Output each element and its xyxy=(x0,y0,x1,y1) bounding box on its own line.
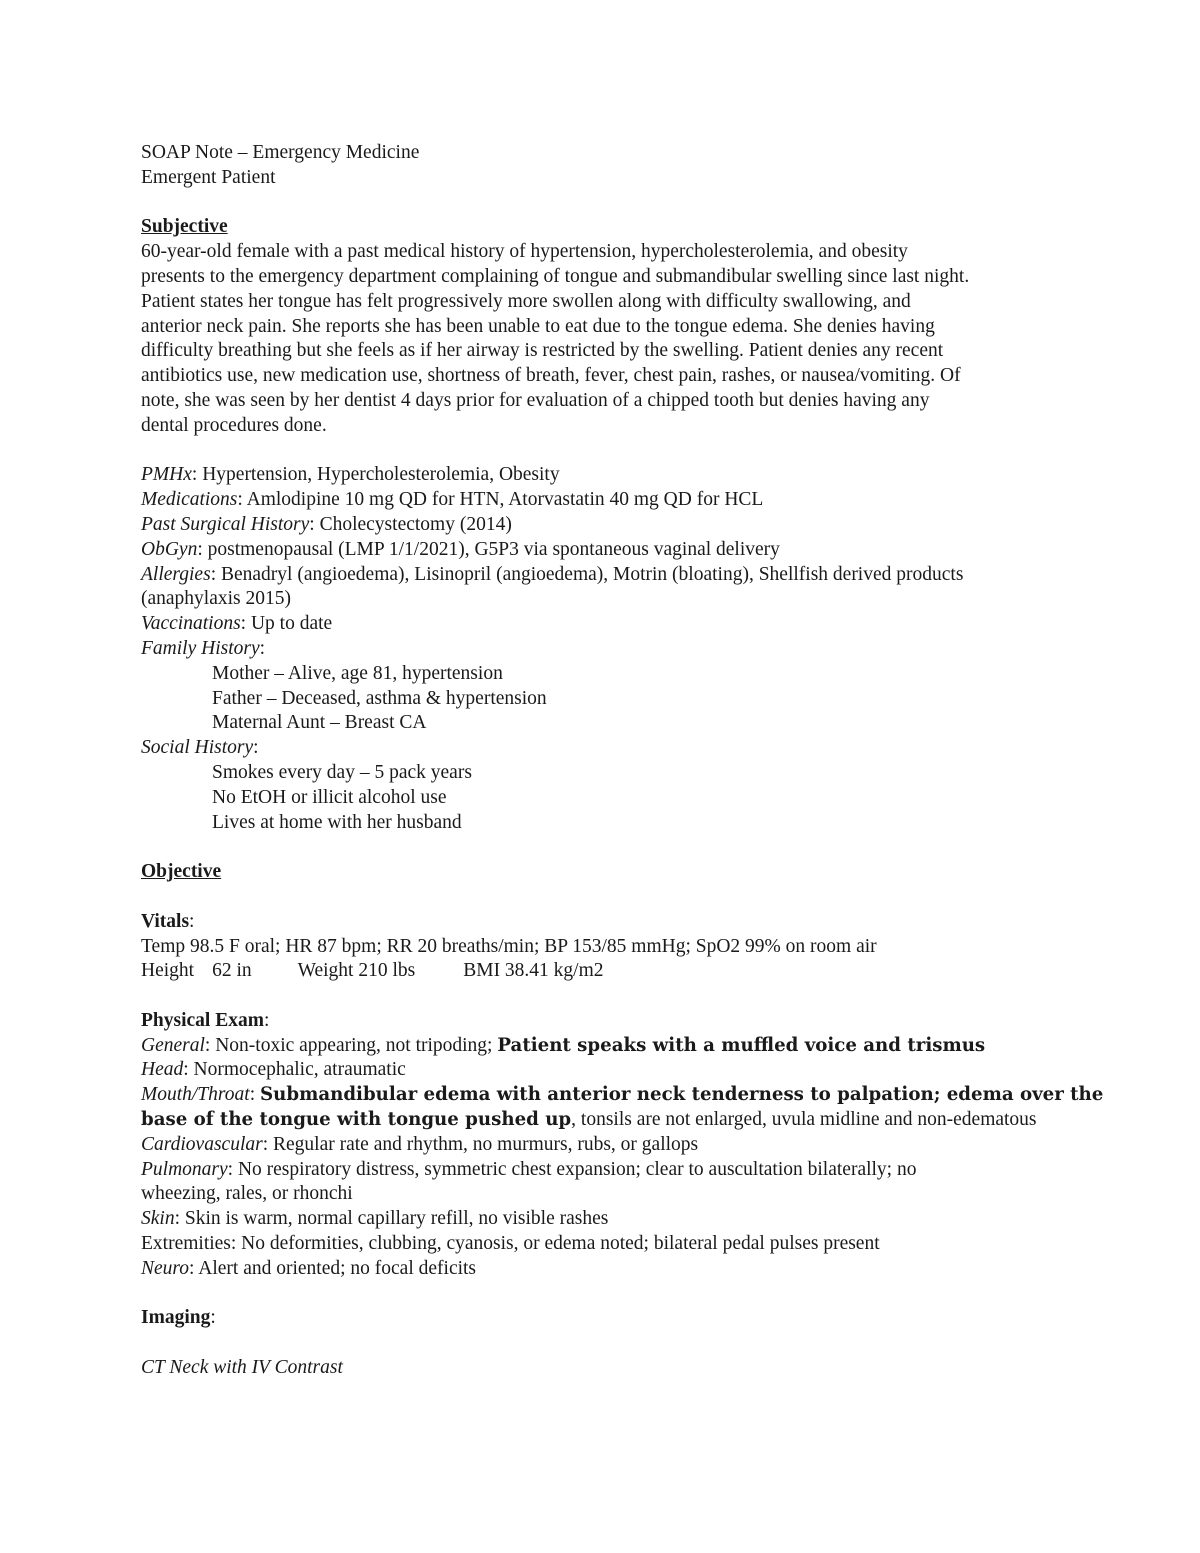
head-text: Normocephalic, atraumatic xyxy=(193,1059,406,1081)
soap-note xyxy=(141,141,1104,1381)
hpi-line: antibiotics use, new medication use, shortness of breath, fever, chest pain, rashes, or nausea/vomiting. Of xyxy=(141,365,961,387)
neuro-row: Neuro: Alert and oriented; no focal deficits xyxy=(141,1257,477,1279)
obgyn-label: ObGyn xyxy=(141,538,198,560)
general-text: Non-toxic appearing, not tripoding; xyxy=(215,1034,493,1056)
family-history-label: Family History xyxy=(141,637,260,659)
social-history-item: No EtOH or illicit alcohol use xyxy=(212,786,447,808)
allergies-continued: (anaphylaxis 2015) xyxy=(141,588,292,610)
social-history-item: Smokes every day – 5 pack years xyxy=(212,761,472,783)
vitals-heading-row: Vitals: xyxy=(141,910,195,932)
pmhx-value: Hypertension, Hypercholesterolemia, Obesity xyxy=(202,464,560,486)
mouth-throat-bold-finding-2: base of the tongue with tongue pushed up xyxy=(141,1109,572,1131)
pmhx-label: PMHx xyxy=(141,464,192,486)
hpi-line: anterior neck pain. She reports she has been unable to eat due to the tongue edema. She denies having xyxy=(141,315,935,337)
pmhx-row: PMHx: Hypertension, Hypercholesterolemia, Obesity xyxy=(141,464,560,486)
cardiovascular-label: Cardiovascular xyxy=(141,1133,263,1155)
medications-label: Medications xyxy=(141,489,238,511)
vitals-label: Vitals xyxy=(141,910,190,932)
hpi-line: note, she was seen by her dentist 4 days prior for evaluation of a chipped tooth but denies having any xyxy=(141,389,930,411)
skin-label: Skin xyxy=(141,1208,175,1230)
objective-heading: Objective xyxy=(141,861,222,883)
mouth-throat-bold-finding: Submandibular edema with anterior neck tenderness to palpation; edema over the xyxy=(260,1084,1104,1106)
allergies-value: Benadryl (angioedema), Lisinopril (angioedema), Motrin (bloating), Shellfish derived products xyxy=(220,563,964,585)
head-row: Head: Normocephalic, atraumatic xyxy=(141,1059,406,1081)
head-label: Head xyxy=(141,1059,184,1081)
general-row: General: Non-toxic appearing, not tripoding; Patient speaks with a muffled voice and trismus xyxy=(141,1034,986,1056)
mouth-throat-row: Mouth/Throat: Submandibular edema with anterior neck tenderness to palpation; edema over the xyxy=(141,1084,1104,1106)
hpi-line: presents to the emergency department complaining of tongue and submandibular swelling since last night. xyxy=(141,265,970,287)
vaccinations-value: Up to date xyxy=(250,613,333,635)
skin-text: Skin is warm, normal capillary refill, no visible rashes xyxy=(184,1208,609,1230)
neuro-text: Alert and oriented; no focal deficits xyxy=(198,1257,477,1279)
general-label: General xyxy=(141,1034,205,1056)
hpi-line: Patient states her tongue has felt progressively more swollen along with difficulty swallowing, and xyxy=(141,290,911,312)
social-history-item: Lives at home with her husband xyxy=(212,811,462,833)
vaccinations-row: Vaccinations: Up to date xyxy=(141,613,333,635)
neuro-label: Neuro xyxy=(141,1257,190,1279)
social-history-row: Social History: xyxy=(141,737,259,759)
social-history-label: Social History xyxy=(141,737,254,759)
imaging-heading-row: Imaging: xyxy=(141,1307,216,1329)
physical-exam-label: Physical Exam xyxy=(141,1009,264,1031)
family-history-row: Family History: xyxy=(141,637,266,659)
bmi-value: BMI 38.41 kg/m2 xyxy=(463,960,604,982)
note-subtitle: Emergent Patient xyxy=(141,166,276,188)
weight-value: Weight 210 lbs xyxy=(297,960,416,982)
skin-row: Skin: Skin is warm, normal capillary refill, no visible rashes xyxy=(141,1208,609,1230)
obgyn-row: ObGyn: postmenopausal (LMP 1/1/2021), G5P3 via spontaneous vaginal delivery xyxy=(141,538,780,560)
surgical-history-label: Past Surgical History xyxy=(141,513,310,535)
family-history-item: Maternal Aunt – Breast CA xyxy=(212,712,427,734)
family-history-item: Father – Deceased, asthma & hypertension xyxy=(212,687,547,709)
pulmonary-row: Pulmonary: No respiratory distress, symmetric chest expansion; clear to auscultation bilaterally; no xyxy=(141,1158,917,1180)
hpi-line: 60-year-old female with a past medical history of hypertension, hypercholesterolemia, and obesity xyxy=(141,241,908,263)
extremities-row: Extremities: No deformities, clubbing, cyanosis, or edema noted; bilateral pedal pulses present xyxy=(141,1233,880,1255)
surgical-history-row: Past Surgical History: Cholecystectomy (2014) xyxy=(141,513,512,535)
note-title: SOAP Note – Emergency Medicine xyxy=(141,142,420,163)
vaccinations-label: Vaccinations xyxy=(141,613,241,635)
family-history-item: Mother – Alive, age 81, hypertension xyxy=(212,662,503,684)
mouth-throat-continued xyxy=(141,1108,1071,1133)
pulmonary-label: Pulmonary xyxy=(141,1158,228,1180)
cardiovascular-text: Regular rate and rhythm, no murmurs, rubs, or gallops xyxy=(273,1133,699,1155)
allergies-label: Allergies xyxy=(141,563,211,585)
hpi-line: dental procedures done. xyxy=(141,414,327,436)
vitals-line: Temp 98.5 F oral; HR 87 bpm; RR 20 breaths/min; BP 153/85 mmHg; SpO2 99% on room air xyxy=(141,935,877,957)
hpi-paragraph xyxy=(141,240,1071,438)
general-bold-finding: Patient speaks with a muffled voice and trismus xyxy=(497,1034,986,1056)
mouth-throat-text: , tonsils are not enlarged, uvula midline and non-edematous xyxy=(571,1109,1037,1131)
mouth-throat-label: Mouth/Throat xyxy=(141,1084,250,1106)
medications-value: Amlodipine 10 mg QD for HTN, Atorvastatin 40 mg QD for HCL xyxy=(246,489,764,511)
allergies-row: Allergies: Benadryl (angioedema), Lisinopril (angioedema), Motrin (bloating), Shellfish derived products xyxy=(141,563,964,585)
height-label: Height xyxy=(141,960,195,982)
imaging-label: Imaging xyxy=(141,1307,211,1329)
physical-exam-heading-row: Physical Exam: xyxy=(141,1009,270,1031)
height-value: 62 in xyxy=(212,960,252,982)
hpi-line: difficulty breathing but she feels as if her airway is restricted by the swelling. Patient denies any recent xyxy=(141,340,944,362)
anthropometrics-line xyxy=(141,959,1071,984)
cardiovascular-row: Cardiovascular: Regular rate and rhythm, no murmurs, rubs, or gallops xyxy=(141,1133,699,1155)
pulmonary-continued: wheezing, rales, or rhonchi xyxy=(141,1183,353,1205)
imaging-study: CT Neck with IV Contrast xyxy=(141,1357,343,1379)
subjective-heading: Subjective xyxy=(141,216,228,238)
medications-row: Medications: Amlodipine 10 mg QD for HTN, Atorvastatin 40 mg QD for HCL xyxy=(141,489,764,511)
surgical-history-value: Cholecystectomy (2014) xyxy=(319,513,512,535)
obgyn-value: postmenopausal (LMP 1/1/2021), G5P3 via spontaneous vaginal delivery xyxy=(207,538,780,560)
pulmonary-text: No respiratory distress, symmetric chest expansion; clear to auscultation bilaterally; no xyxy=(237,1158,917,1180)
